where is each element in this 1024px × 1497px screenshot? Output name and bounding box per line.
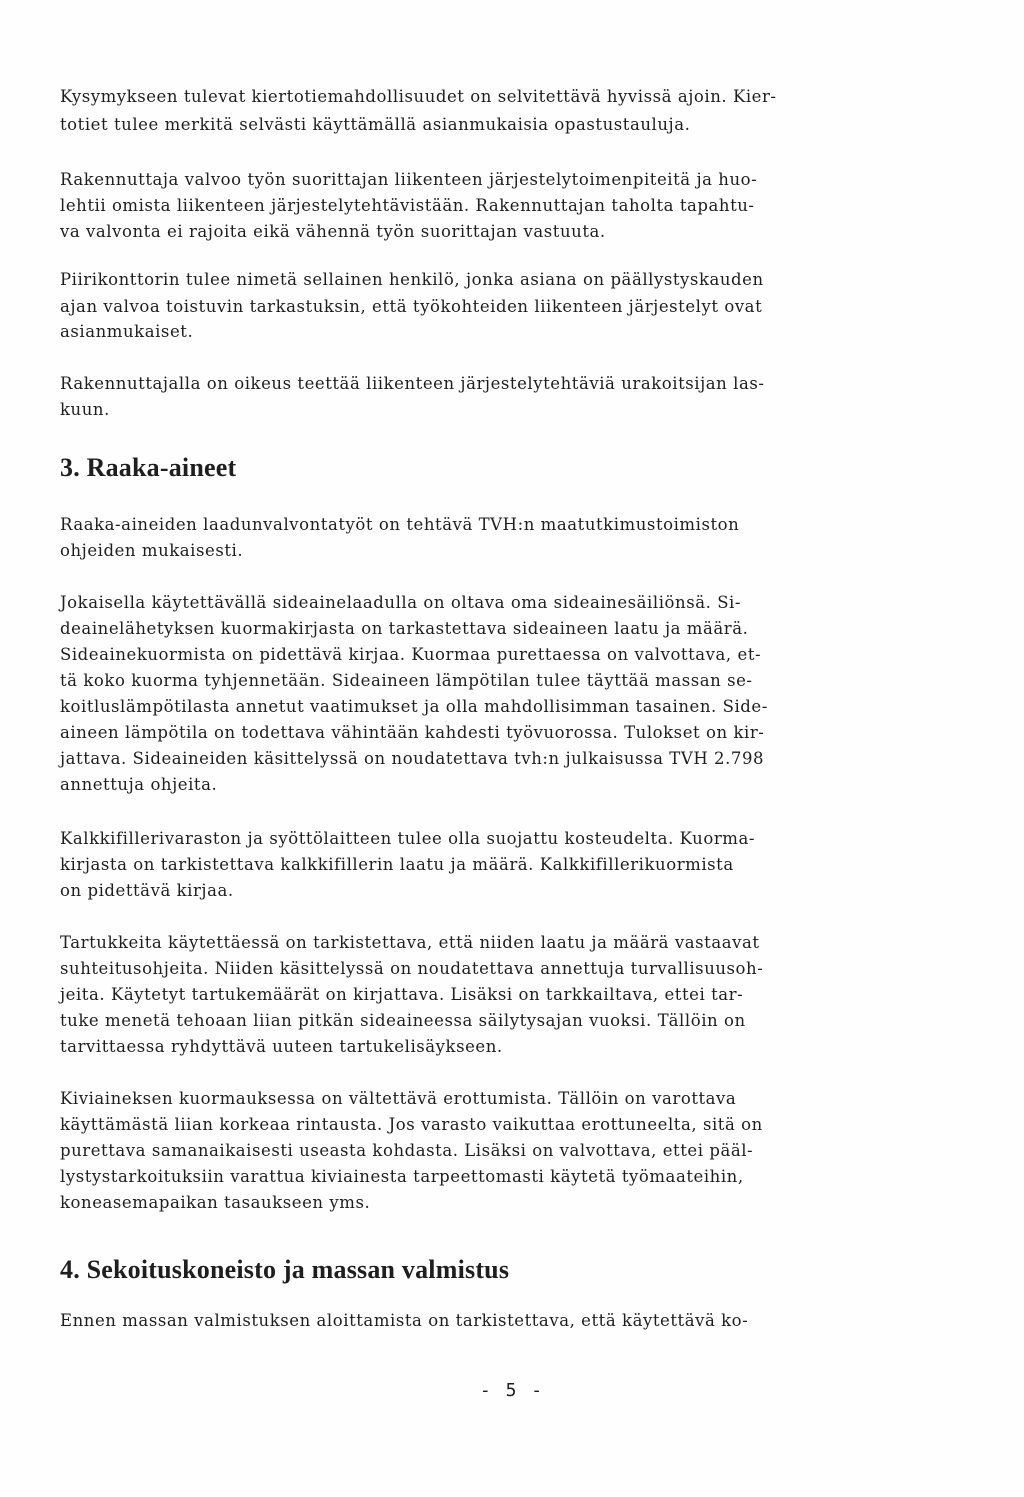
section3-p2-line-4: tä koko kuorma tyhjennetään. Sideaineen lämpötilan tulee täyttää massan se- — [60, 671, 753, 690]
paragraph-4-line-2: kuun. — [60, 400, 110, 419]
section3-p4-line-2: suhteitusohjeita. Niiden käsittelyssä on noudatettava annettuja turvallisuusoh- — [60, 959, 764, 978]
section3-p2-line-2: deainelähetyksen kuormakirjasta on tarkastettava sideaineen laatu ja määrä. — [60, 619, 749, 638]
paragraph-1-line-1: Kysymykseen tulevat kiertotiemahdollisuudet on selvitettävä hyvissä ajoin. Kier- — [60, 87, 777, 106]
section3-p1-line-1: Raaka-aineiden laadunvalvontatyöt on tehtävä TVH:n maatutkimustoimiston — [60, 515, 740, 534]
section3-p4-line-5: tarvittaessa ryhdyttävä uuteen tartukelisäykseen. — [60, 1037, 503, 1056]
section-3-heading: 3. Raaka-aineet — [60, 453, 237, 482]
paragraph-4-line-1: Rakennuttajalla on oikeus teettää liikenteen järjestelytehtäviä urakoitsijan las- — [60, 374, 765, 393]
section3-p5-line-1: Kiviaineksen kuormauksessa on vältettävä erottumista. Tällöin on varottava — [60, 1089, 737, 1108]
section3-p5-line-3: purettava samanaikaisesti useasta kohdasta. Lisäksi on valvottava, ettei pääl- — [60, 1141, 754, 1160]
section3-p2-line-5: koitluslämpötilasta annetut vaatimukset ja olla mahdollisimman tasainen. Side- — [60, 697, 768, 716]
paragraph-2-line-2: lehtii omista liikenteen järjestelytehtävistään. Rakennuttajan taholta tapahtu- — [60, 196, 755, 215]
section3-p3-line-1: Kalkkifillerivaraston ja syöttölaitteen tulee olla suojattu kosteudelta. Kuorma- — [60, 829, 755, 848]
section3-p4-line-4: tuke menetä tehoaan liian pitkän sideaineessa säilytysajan vuoksi. Tällöin on — [60, 1011, 746, 1030]
paragraph-1-line-2: totiet tulee merkitä selvästi käyttämällä asianmukaisia opastustauluja. — [60, 115, 691, 134]
paragraph-2-line-1: Rakennuttaja valvoo työn suorittajan liikenteen järjestelytoimenpiteitä ja huo- — [60, 170, 758, 189]
section3-p3-line-2: kirjasta on tarkistettava kalkkifillerin laatu ja määrä. Kalkkifillerikuormista — [60, 855, 734, 874]
page-number: - 5 - — [479, 1380, 545, 1401]
section-4-heading: 4. Sekoituskoneisto ja massan valmistus — [60, 1255, 510, 1284]
paragraph-3-line-2: ajan valvoa toistuvin tarkastuksin, että työkohteiden liikenteen järjestelyt ovat — [60, 297, 763, 316]
paragraph-3-line-1: Piirikonttorin tulee nimetä sellainen henkilö, jonka asiana on päällystyskauden — [60, 270, 764, 289]
section3-p5-line-5: koneasemapaikan tasaukseen yms. — [60, 1193, 371, 1212]
section3-p1-line-2: ohjeiden mukaisesti. — [60, 541, 244, 560]
section3-p2-line-6: aineen lämpötila on todettava vähintään kahdesti työvuorossa. Tulokset on kir- — [60, 723, 765, 742]
paragraph-3-line-3: asianmukaiset. — [60, 322, 194, 341]
section3-p2-line-8: annettuja ohjeita. — [60, 775, 218, 794]
section3-p2-line-3: Sideainekuormista on pidettävä kirjaa. Kuormaa purettaessa on valvottava, et- — [60, 645, 762, 664]
section3-p3-line-3: on pidettävä kirjaa. — [60, 881, 234, 900]
section3-p4-line-1: Tartukkeita käytettäessä on tarkistettava, että niiden laatu ja määrä vastaavat — [60, 933, 760, 952]
paragraph-2-line-3: va valvonta ei rajoita eikä vähennä työn suorittajan vastuuta. — [60, 222, 606, 241]
section3-p4-line-3: jeita. Käytetyt tartukemäärät on kirjattava. Lisäksi on tarkkailtava, ettei tar- — [60, 985, 744, 1004]
section3-p5-line-2: käyttämästä liian korkeaa rintausta. Jos varasto vaikuttaa erottuneelta, sitä on — [60, 1115, 763, 1134]
section4-p1-line-1: Ennen massan valmistuksen aloittamista on tarkistettava, että käytettävä ko- — [60, 1311, 749, 1330]
section3-p5-line-4: lystystarkoituksiin varattua kiviainesta tarpeettomasti käytetä työmaateihin, — [60, 1167, 744, 1186]
section3-p2-line-7: jattava. Sideaineiden käsittelyssä on noudatettava tvh:n julkaisussa TVH 2.798 — [60, 749, 765, 768]
section3-p2-line-1: Jokaisella käytettävällä sideainelaadulla on oltava oma sideainesäiliönsä. Si- — [60, 593, 742, 612]
